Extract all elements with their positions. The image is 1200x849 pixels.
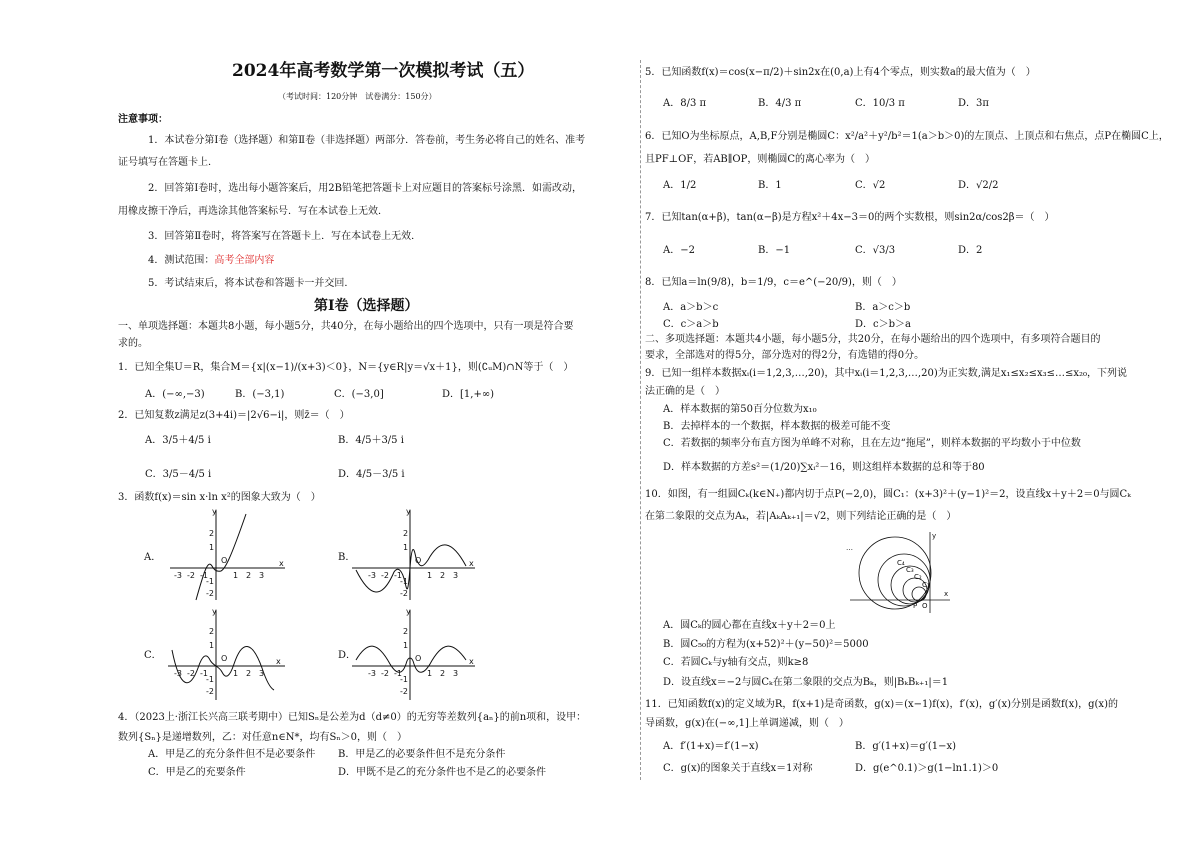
svg-text:O: O [415,654,422,663]
q6-stem: 6．已知O为坐标原点，A,B,F分别是椭圆C：x²/a²＋y²/b²＝1(a＞b＞0)的左顶点、上顶点和右焦点，点P在椭圆C上， [645,131,1169,142]
svg-text:-1: -1 [400,675,408,684]
svg-text:-1: -1 [394,669,402,678]
option: C．c＞a＞b [663,319,719,330]
option: A．f′(1+x)＝f′(1−x) [663,741,759,752]
svg-text:-1: -1 [206,675,214,684]
q7-stem: 7．已知tan(α+β)，tan(α−β)是方程x²＋4x−3＝0的两个实数根，则sin2α/cos2β＝（ ） [645,212,1055,223]
option: B．圆C₅₀的方程为(x+52)²＋(y−50)²＝5000 [663,639,869,650]
option: D．√2/2 [958,180,999,191]
option: B．甲是乙的必要条件但不是充分条件 [338,749,506,760]
section-title: 第Ⅰ卷（选择题） [314,298,419,314]
point-p-label: P [913,602,918,610]
section-intro: 一、单项选择题：本题共8小题，每小题5分，共40分，在每小题给出的四个选项中，只有一项是符合要 [118,321,574,332]
q9-stem: 法正确的是（ ） [645,386,725,397]
svg-text:-2: -2 [206,589,214,598]
option: C．甲是乙的充要条件 [148,767,246,778]
option: B．a＞c＞b [855,302,911,313]
notice-line: 5．考试结束后，将本试卷和答题卡一并交回． [148,278,355,289]
svg-text:1: 1 [209,641,215,650]
notice-heading: 注意事项： [118,114,168,125]
q1-stem: 1．已知全集U＝R，集合M＝{x|(x−1)/(x+3)＜0}，N＝{y∈R|y＝√x＋1}，则(∁ᵤM)∩N等于（ ） [118,362,574,373]
q11-stem: 11．已知函数f(x)的定义域为R，f(x+1)是奇函数，g(x)＝(x−1)f(x)，f′(x)，g′(x)分别是函数f(x)，g(x)的 [645,699,1118,710]
q4-stem: 数列{Sₙ}是递增数列，乙：对任意n∈N*，均有Sₙ＞0，则（ ） [118,732,408,743]
q6-stem: 且PF⊥OF，若AB∥OP，则椭圆C的离心率为（ ） [645,154,875,165]
svg-text:2: 2 [440,571,446,580]
q11-stem: 导函数，g(x)在(−∞,1]上单调递减，则（ ） [645,718,849,729]
section-intro: 二、多项选择题：本题共4小题，每小题5分，共20分，在每小题给出的四个选项中，有多项符合题目的 [645,334,1101,345]
option: C．若圆Cₖ与y轴有交点，则k≥8 [663,657,809,668]
svg-text:C₄: C₄ [897,559,905,567]
svg-text:2: 2 [440,669,446,678]
q2-stem: 2．已知复数z满足z(3+4i)＝|2√6−i|，则z̄＝（ ） [118,410,350,421]
option: D．设直线x＝−2与圆Cₖ在第二象限的交点为Bₖ，则|BₖBₖ₊₁|＝1 [663,677,949,688]
option: B．1 [758,180,782,191]
svg-text:2: 2 [246,669,252,678]
fig-x-label: x [944,590,949,598]
svg-text:-2: -2 [381,669,389,678]
option: D．4/5－3/5 i [338,469,405,480]
svg-text:x: x [469,657,474,666]
svg-text:1: 1 [427,669,433,678]
origin-label: O [922,602,928,610]
option: C．(−3,0] [334,389,384,400]
q9-stem: 9．已知一组样本数据xᵢ(i＝1,2,3,…,20)，其中xᵢ(i＝1,2,3,…,20)为正实数,满足x₁≤x₂≤x₃≤…≤x₂₀，下列说 [645,368,1128,379]
option: A．圆Cₖ的圆心都在直线x＋y＋2＝0上 [663,620,836,631]
svg-text:-1: -1 [394,571,402,580]
option: C．3/5－4/5 i [145,469,212,480]
svg-text:3: 3 [259,669,265,678]
notice-line: 3．回答第Ⅱ卷时，将答案写在答题卡上．写在本试卷上无效． [148,231,422,242]
svg-text:3: 3 [259,571,265,580]
svg-text:-1: -1 [200,669,208,678]
svg-text:1: 1 [233,571,239,580]
option: C．√2 [855,180,886,191]
svg-text:y: y [406,607,411,616]
notice-line: 用橡皮擦干净后，再选涂其他答案标号．写在本试卷上无效． [118,206,388,217]
svg-text:2: 2 [209,529,215,538]
graph-d [352,610,475,700]
svg-text:1: 1 [427,571,433,580]
q10-stem: 10．如图，有一组圆Cₖ(k∈N₊)都内切于点P(−2,0)，圆C₁：(x+3)²＋(y−1)²＝2，设直线x＋y＋2＝0与圆Cₖ [645,489,1131,500]
svg-text:C₂: C₂ [914,573,922,581]
svg-text:C₁: C₁ [922,581,930,589]
test-scope: 高考全部内容 [214,255,275,266]
option: A．(−∞,−3) [145,389,205,400]
section-intro: 要求，全部选对的得5分，部分选对的得2分，有选错的得0分。 [645,350,925,361]
axis-y-label: y [212,507,217,516]
svg-text:1: 1 [209,543,215,552]
option: B．(−3,1) [235,389,285,400]
svg-text:3: 3 [453,669,459,678]
svg-text:x: x [276,657,281,666]
option: D．样本数据的方差s²＝(1/20)∑xᵢ²－16，则这组样本数据的总和等于80 [663,462,985,473]
option: C．√3/3 [855,245,896,256]
svg-text:-1: -1 [200,571,208,580]
q3-stem: 3．函数f(x)＝sin x·ln x²的图象大致为（ ） [118,492,321,503]
option: B．g′(1+x)＝g′(1−x) [855,741,957,752]
svg-text:-2: -2 [187,571,195,580]
dots: … [846,544,853,552]
option: B．去掉样本的一个数据，样本数据的极差可能不变 [663,421,891,432]
svg-text:-3: -3 [368,571,376,580]
option: D．甲既不是乙的充分条件也不是乙的必要条件 [338,767,547,778]
svg-text:2: 2 [246,571,252,580]
page-title: 2024年高考数学第一次模拟考试（五） [232,61,535,81]
svg-text:2: 2 [403,627,409,636]
svg-text:-2: -2 [400,687,408,696]
option: A．a＞b＞c [663,302,719,313]
svg-text:C₃: C₃ [906,566,914,574]
svg-text:y: y [406,507,411,516]
notice-line: 2．回答第Ⅰ卷时，选出每小题答案后，用2B铅笔把答题卡上对应题目的答案标号涂黑．如需改动， [148,183,583,194]
q8-stem: 8．已知a＝ln(9/8)，b＝1/9，c＝e^(−20/9)，则（ ） [645,277,902,288]
circles-figure [840,528,960,616]
option: B．−1 [758,245,791,256]
option-label: B． [338,552,356,563]
option-label: A． [144,552,162,563]
svg-text:2: 2 [209,627,215,636]
option: D．g(e^0.1)＞g(1−ln1.1)＞0 [855,763,999,774]
option: B．4/3 π [758,98,802,109]
option: A．3/5＋4/5 i [145,435,211,446]
option: C．g(x)的图象关于直线x＝1对称 [663,763,813,774]
svg-text:O: O [415,556,422,565]
notice-line: 4．测试范围：高考全部内容 [148,255,275,266]
option: D．3π [958,98,989,109]
axis-x-label: x [279,559,284,568]
svg-text:x: x [469,559,474,568]
section-intro: 求的。 [118,338,148,349]
option: A．−2 [663,245,695,256]
option: C．10/3 π [855,98,905,109]
svg-text:-1: -1 [206,577,214,586]
option: A．1/2 [663,180,697,191]
column-divider [640,60,641,780]
q10-stem: 在第二象限的交点为Aₖ，若|AₖAₖ₊₁|＝√2，则下列结论正确的是（ ） [645,511,957,522]
option: A．样本数据的第50百分位数为x₁₀ [663,404,817,415]
option: C．若数据的频率分布直方图为单峰不对称，且在左边“拖尾”，则样本数据的平均数小于中位数 [663,438,1081,449]
option: A．8/3 π [663,98,707,109]
svg-text:-2: -2 [381,571,389,580]
svg-text:2: 2 [403,529,409,538]
exam-info: （考试时间：120分钟 试卷满分：150分） [278,92,437,101]
option-label: D． [338,650,357,661]
fig-y-label: y [932,532,937,540]
svg-text:-2: -2 [400,589,408,598]
origin-label: O [221,556,228,565]
svg-text:-1: -1 [400,577,408,586]
graph-a [170,510,285,600]
svg-text:1: 1 [403,543,409,552]
svg-text:-2: -2 [206,687,214,696]
graph-b [352,510,475,600]
q4-stem: 4．（2023上·浙江长兴高三联考期中）已知Sₙ是公差为d（d≠0）的无穷等差数列{aₙ}的前n项和，设甲： [118,712,587,723]
svg-text:-3: -3 [368,669,376,678]
option-label: C． [144,650,162,661]
option: A．甲是乙的充分条件但不是必要条件 [148,749,316,760]
option: B．4/5＋3/5 i [338,435,404,446]
svg-text:1: 1 [403,641,409,650]
q5-stem: 5．已知函数f(x)＝cos(x−π/2)＋sin2x在(0,a)上有4个零点，则实数a的最大值为（ ） [645,67,1036,78]
svg-text:y: y [212,607,217,616]
option: D．c＞b＞a [855,319,911,330]
notice-line: 证号填写在答题卡上． [118,157,218,168]
svg-text:1: 1 [233,669,239,678]
svg-text:-3: -3 [174,669,182,678]
option: D．[1,+∞) [442,389,495,400]
svg-text:-3: -3 [174,571,182,580]
svg-text:-2: -2 [187,669,195,678]
svg-text:O: O [221,654,228,663]
svg-text:3: 3 [453,571,459,580]
option: D．2 [958,245,983,256]
notice-line: 1．本试卷分第Ⅰ卷（选择题）和第Ⅱ卷（非选择题）两部分．答卷前，考生务必将自己的姓名、准考 [148,135,586,146]
